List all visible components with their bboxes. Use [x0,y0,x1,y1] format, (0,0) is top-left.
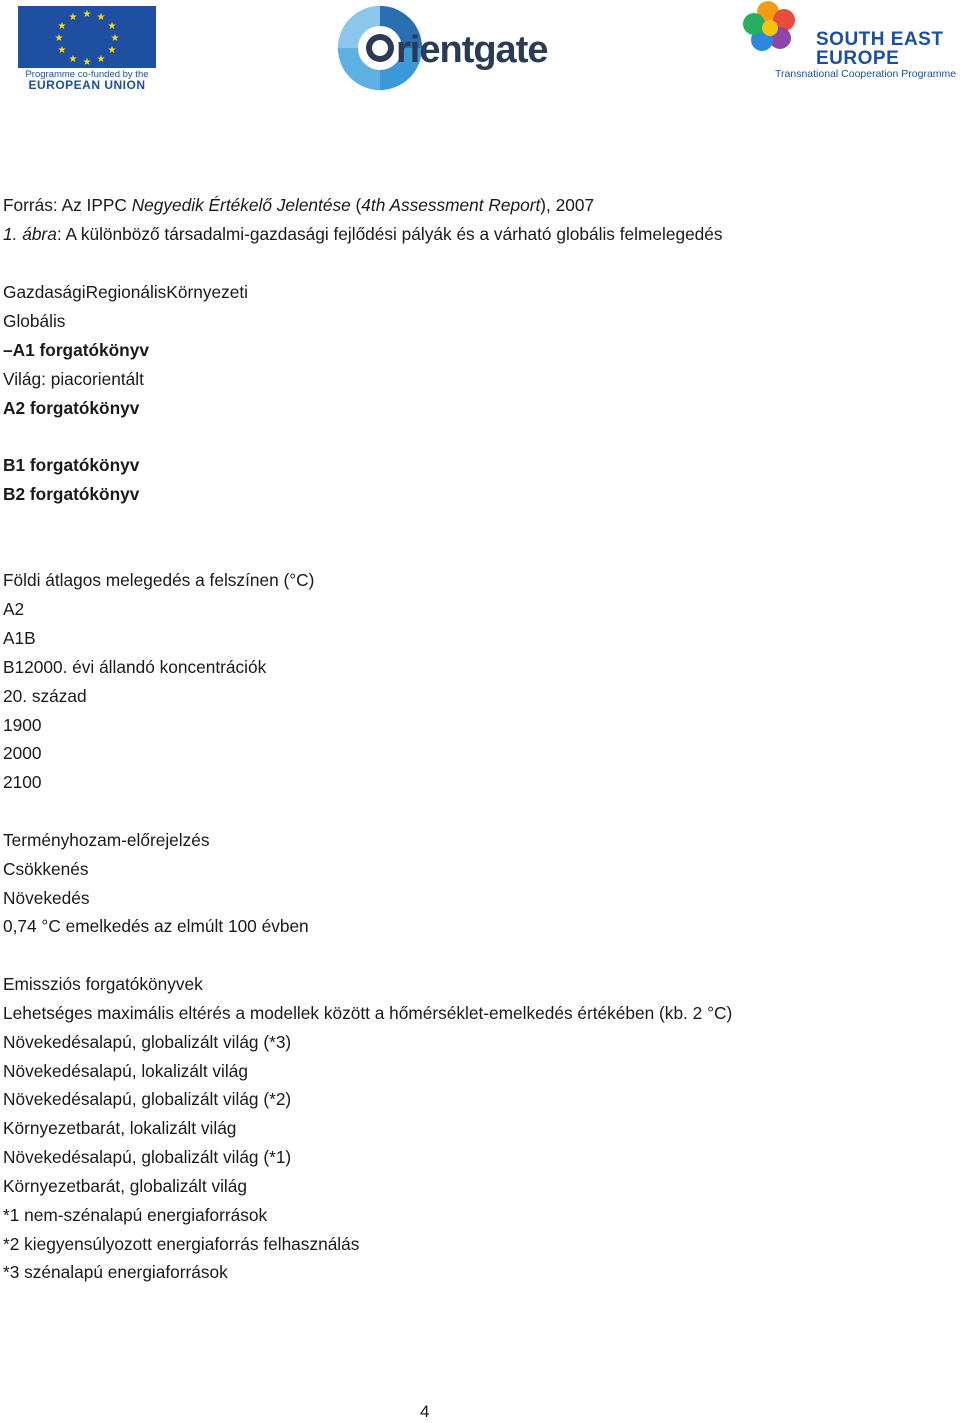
see-subtitle: Transnational Cooperation Programme [775,68,957,80]
text-line: Környezetbarát, lokalizált világ [3,1118,237,1138]
eu-caption-line1: Programme co-funded by the [25,69,149,80]
text-line: –A1 forgatókönyv [3,340,149,360]
svg-text:★: ★ [82,57,92,68]
source-line: Forrás: Az IPPC Negyedik Értékelő Jelentése (4th Assessment Report), 2007 [3,195,595,215]
text-line: Növekedésalapú, globalizált világ (*1) [3,1147,292,1167]
see-flower-icon [740,0,820,70]
text-line: Növekedésalapú, globalizált világ (*3) [3,1032,292,1052]
svg-text:★: ★ [96,54,106,65]
text-line: 2100 [3,772,42,792]
text-line: Lehetséges maximális eltérés a modellek között a hőmérséklet-emelkedés értékében (kb. 2 °C) [3,1003,733,1023]
svg-text:★: ★ [82,9,92,20]
text-line: Emissziós forgatókönyvek [3,974,203,994]
svg-text:★: ★ [68,54,78,65]
svg-text:★: ★ [96,12,106,23]
see-title-line1: SOUTH EAST [816,29,944,50]
see-title-line2: EUROPE [816,48,900,69]
text-line: *2 kiegyensúlyozott energiaforrás felhasználás [3,1234,360,1254]
south-east-europe-logo [740,0,960,84]
svg-text:★: ★ [110,33,120,44]
eu-flag-icon [18,6,156,68]
text-line: B1 forgatókönyv [3,455,140,475]
text-line: A2 forgatókönyv [3,398,140,418]
text-line: Földi átlagos melegedés a felszínen (°C) [3,570,315,590]
svg-text:★: ★ [54,33,64,44]
text-line: B12000. évi állandó koncentrációk [3,657,267,677]
text-line: Növekedésalapú, globalizált világ (*2) [3,1089,292,1109]
text-line: *3 szénalapú energiaforrások [3,1262,228,1282]
text-line: A2 [3,599,25,619]
text-line: 1900 [3,715,42,735]
eu-logo [18,6,156,90]
text-line: Globális [3,311,66,331]
text-line: A1B [3,628,36,648]
page-number: 4 [420,1402,430,1421]
text-line: 0,74 °C emelkedés az elmúlt 100 évben [3,916,309,936]
eu-caption-line2: EUROPEAN UNION [28,78,146,92]
svg-text:★: ★ [57,21,67,32]
svg-text:★: ★ [107,45,117,56]
svg-text:★: ★ [57,45,67,56]
text-line: GazdaságiRegionálisKörnyezeti [3,282,248,302]
text-line: Növekedésalapú, lokalizált világ [3,1061,248,1081]
svg-text:★: ★ [107,21,117,32]
text-line: 2000 [3,743,42,763]
text-line: Világ: piacorientált [3,369,144,389]
text-line: B2 forgatókönyv [3,484,140,504]
header-logos [0,0,960,100]
figure-caption: 1. ábra: A különböző társadalmi-gazdasági fejlődési pályák és a várható globális felmelegedés [3,224,723,244]
text-line: Növekedés [3,888,90,908]
orientgate-logo [334,2,564,94]
svg-text:★: ★ [68,12,78,23]
text-line: Csökkenés [3,859,89,879]
text-line: *1 nem-szénalapú energiaforrások [3,1205,268,1225]
text-line: 20. század [3,686,87,706]
text-line: Terményhozam-előrejelzés [3,830,210,850]
text-line: Környezetbarát, globalizált világ [3,1176,247,1196]
orientgate-wordmark: rientgate [396,29,548,71]
